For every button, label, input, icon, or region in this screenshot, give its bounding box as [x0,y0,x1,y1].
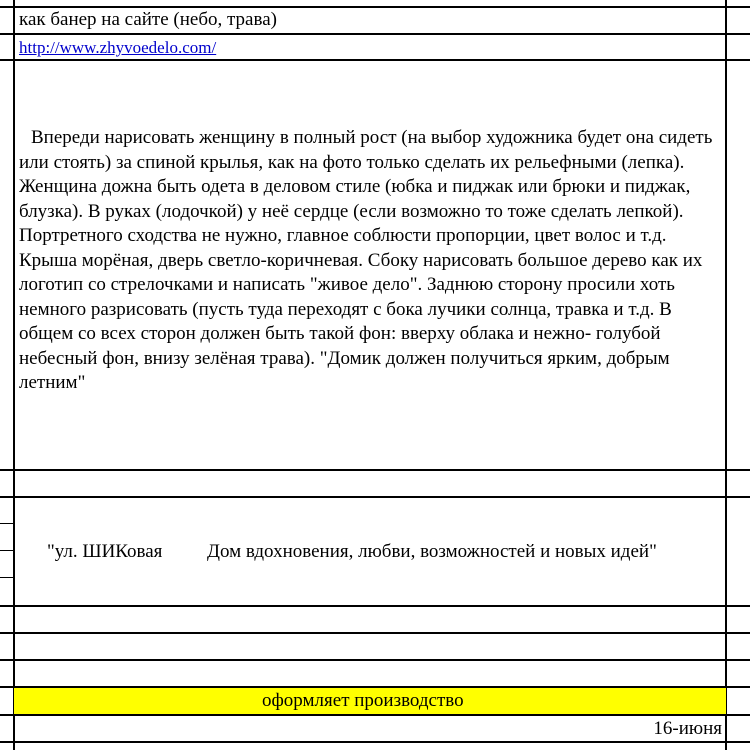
left-column-border [13,0,15,750]
row-border [0,469,750,471]
left-column-row-stub [0,523,14,524]
row-border [0,741,750,743]
row-border [0,496,750,498]
illustration-description: Впереди нарисовать женщину в полный рост (на выбор художника будет она сидеть или стоять) за спиной крылья, как на фото только сделать их рельефными (лепка). Женщина дожна быть одета в деловом стиле (юбка и пиджак или брюки и пиджак, блузка). В руках (лодочкой) у неё сердце (если возможно то тоже сделать лепкой). Портретного сходства не нужно, главное соблюсти пропорции, цвет волос и т.д. Крыша морёная, дверь светло-коричневая. Сбоку нарисовать большое дерево как их логотип со стрелочками и написать "живое дело". Заднюю сторону просили хоть немного разрисовать (пусть туда переходят с бока лучики солнца, травка и т.д. В общем со всех сторон должен быть такой фон: вверху облака и нежно- голубой небесный фон, внизу зелёная трава). "Домик должен получиться ярким, добрым летним" [19,127,713,393]
row-border [0,659,750,661]
row-border [0,632,750,634]
row-border [0,33,750,35]
slogan-street: "ул. ШИКовая [47,541,163,562]
banner-note-cell: как банер на сайте (небо, трава) [19,9,277,30]
date-cell: 16-июня [653,718,722,739]
left-column-row-stub [0,550,14,551]
left-column-row-stub [0,577,14,578]
website-link[interactable]: http://www.zhyvoedelo.com/ [19,38,217,57]
row-border [0,686,750,688]
production-note: оформляет производство [262,690,464,711]
row-border [0,605,750,607]
row-border [0,714,750,716]
slogan-text: Дом вдохновения, любви, возможностей и новых идей" [207,541,657,562]
